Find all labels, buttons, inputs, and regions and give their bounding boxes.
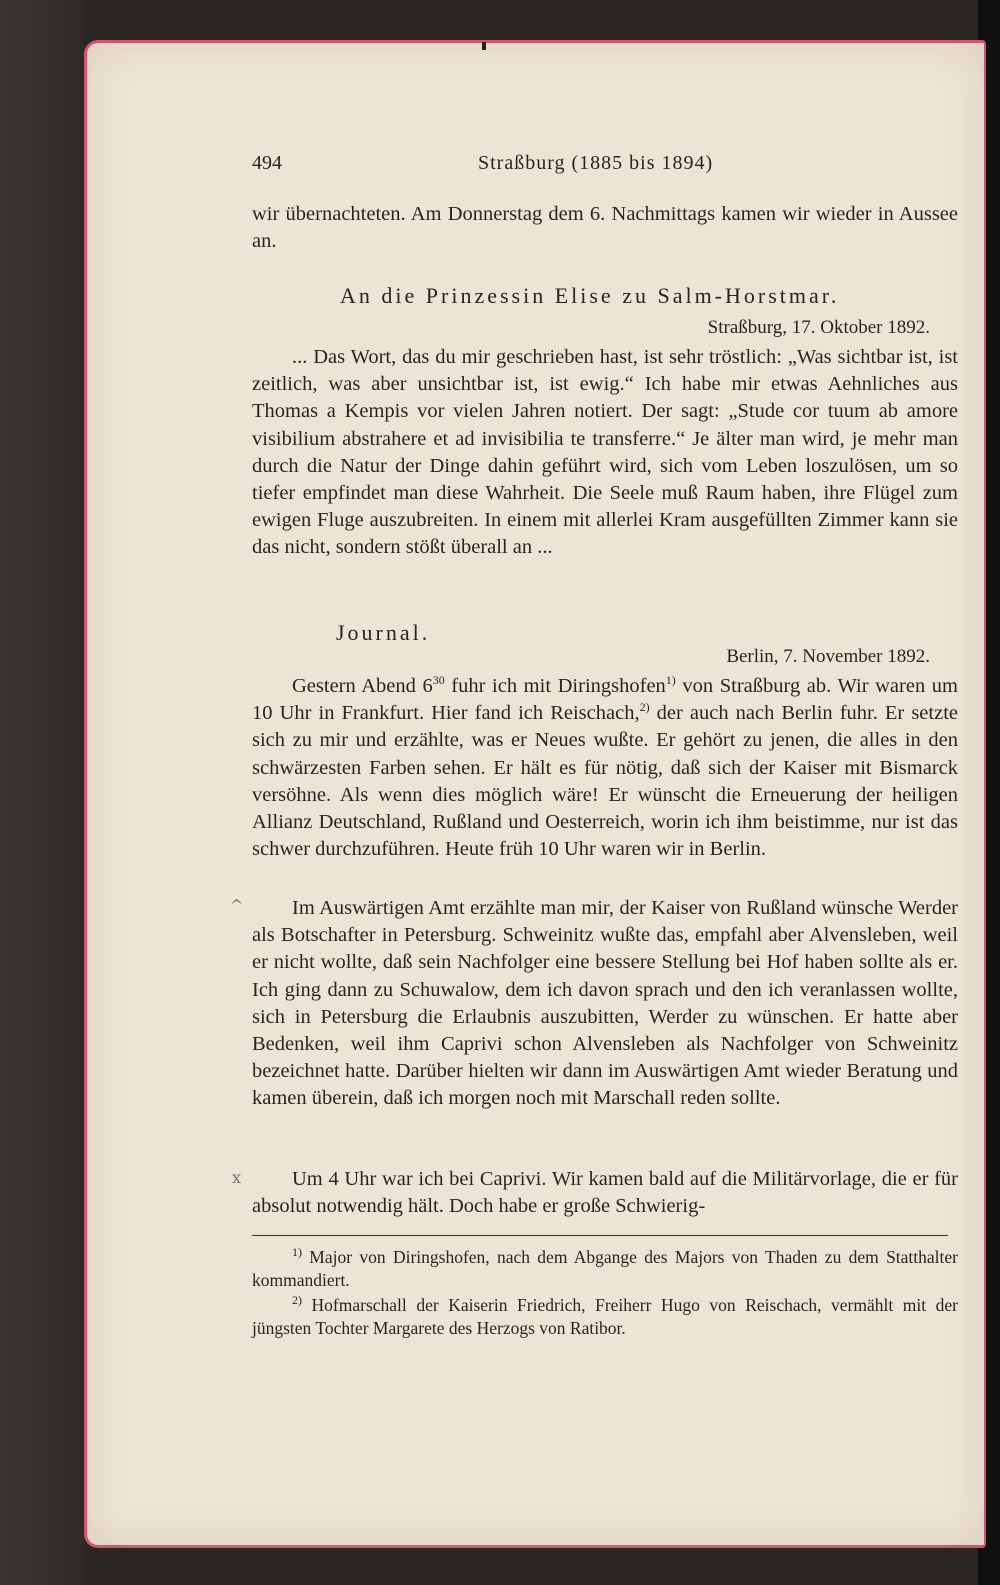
- journal-paragraph-1: [252, 673, 958, 863]
- letter-body: ... Das Wort, das du mir geschrieben hast, ist sehr tröstlich: „Was sichtbar ist, ist zeitlich, was aber unsichtbar ist, ist ewig.“ Ich habe mir etwas Aehnliches aus Thomas a Kempis vor vielen Jahren notiert. Der sagt: „Stude cor tuum ab amore visibilium abstrahere et ad invisibilia te transferre.“ Je älter man wird, je mehr man durch die Natur der Dinge dahin geführt wird, sich vom Leben loszulösen, um so tiefer empfindet man diese Wahrheit. Die Seele muß Raum haben, ihre Flügel zum ewigen Fluge auszubreiten. In einem mit allerlei Kram ausgefüllten Zimmer kann sie das nicht, sondern stößt überall an ...: [252, 346, 958, 559]
- letter-heading: An die Prinzessin Elise zu Salm-Horstmar.: [340, 283, 840, 308]
- footnote-text: Major von Diringshofen, nach dem Abgange des Majors von Thaden zu dem Statthalter kommandiert.: [252, 1247, 958, 1290]
- journal-text: der auch nach Berlin fuhr. Er setzte sich zu mir und erzählte, was er Neues wußte. Er gehört zu jenen, die alles in den schwärzesten Farben sehen. Er hält es für nötig, daß sich der Kaiser mit Bismarck versöhne. Als wenn dies möglich wäre! Er wünscht die Erneuerung der heiligen Allianz Deutschland, Rußland und Oesterreich, worin ich ihm beistimme, nur ist das schwer durchzuführen. Heute früh 10 Uhr waren wir in Berlin.: [252, 702, 958, 861]
- footnote-1: [252, 1246, 958, 1292]
- scanner-background-left: [0, 0, 84, 1585]
- footnote-ref-2: 2): [639, 700, 650, 715]
- footnote-marker: 2): [292, 1293, 302, 1308]
- footnote-ref-1: 1): [665, 673, 676, 688]
- footnote-marker: 1): [292, 1245, 302, 1260]
- footnote-text: Hofmarschall der Kaiserin Friedrich, Freiherr Hugo von Reischach, vermählt mit der jüngsten Tochter Margarete des Herzogs von Ratibor.: [252, 1295, 958, 1338]
- footnote-rule: [252, 1235, 948, 1236]
- journal-text: Gestern Abend 6: [292, 675, 433, 697]
- running-title: Straßburg (1885 bis 1894): [478, 152, 714, 174]
- binding-mark: [482, 42, 486, 50]
- journal-paragraph-3: Um 4 Uhr war ich bei Caprivi. Wir kamen bald auf die Militärvorlage, die er für absolut notwendig hält. Doch habe er große Schwierig-: [252, 1168, 958, 1218]
- pencil-margin-mark: x: [232, 1168, 242, 1187]
- pencil-margin-mark: ^: [230, 896, 244, 915]
- page-header: [252, 152, 958, 182]
- page-number: 494: [252, 152, 282, 174]
- journal-text: von Straßburg ab. Wir waren um 10 Uhr in Frankfurt. Hier fand ich Reischach,: [252, 675, 958, 725]
- journal-dateline: Berlin, 7. November 1892.: [726, 646, 930, 667]
- footnote-2: [252, 1294, 958, 1340]
- journal-text: fuhr ich mit Diringshofen: [444, 675, 666, 697]
- journal-heading: Journal.: [336, 620, 431, 645]
- journal-paragraph-2: Im Auswärtigen Amt erzählte man mir, der Kaiser von Rußland wünsche Werder als Botschafter in Petersburg. Schweinitz wußte das, empfahl aber Alvensleben, weil er nicht wollte, daß sein Nachfolger eine bessere Stellung bei Hof haben sollte als er. Ich ging dann zu Schuwalow, dem ich davon sprach und den ich veranlassen wollte, sich in Petersburg die Erlaubnis auszubitten, Werder zu wünschen. Er hatte aber Bedenken, weil ihm Caprivi schon Alvensleben als Nachfolger von Schweinitz bezeichnet hatte. Darüber hielten wir dann im Auswärtigen Amt wieder Beratung und kamen überein, daß ich morgen noch mit Marschall reden sollte.: [252, 897, 958, 1110]
- time-superscript: 30: [432, 673, 445, 688]
- paragraph-continuation: wir übernachteten. Am Donnerstag dem 6. Nachmittags kamen wir wieder in Aussee an.: [252, 203, 958, 253]
- letter-dateline: Straßburg, 17. Oktober 1892.: [707, 317, 930, 338]
